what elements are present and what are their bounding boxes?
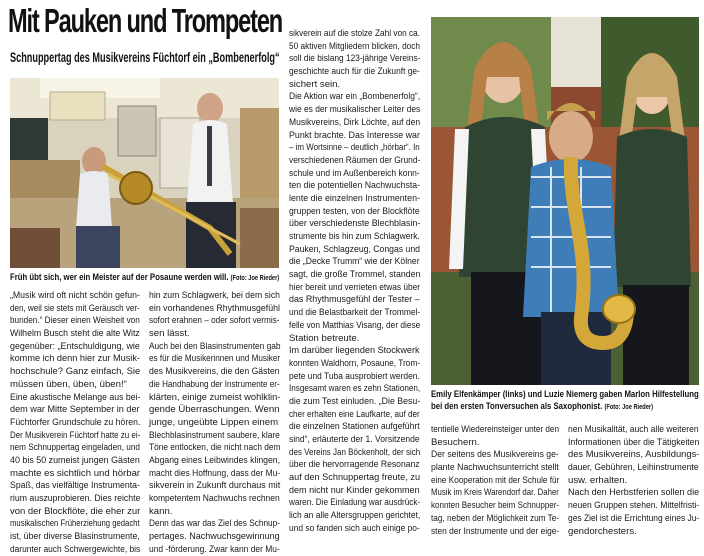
- article-line: sind“, erläuterte der 1. Vorsitzende: [289, 434, 420, 445]
- article-line: „Musik wird oft nicht schön gefun-: [10, 290, 140, 301]
- article-line: Informationen über die Tätigkeiten: [568, 436, 700, 448]
- article-line: neuen Gruppen stehen. Mittelfristi-: [568, 500, 700, 512]
- article-line: sichert sein.: [289, 78, 341, 90]
- article-line: Insgesamt waren es zehn Stationen,: [289, 383, 421, 395]
- photo-right-caption-line2: bei den ersten Tonversuchen als Saxophonist.: [431, 400, 603, 412]
- article-line: – im Wortsinne – deutlich „hörbar“. In: [289, 142, 420, 154]
- article-line: rium auszuprobieren. Dies reichte: [10, 493, 141, 504]
- article-line: hochschule? Ganz einfach, Sie: [10, 366, 141, 378]
- article-line: konnten Besucher beim Schnupper-: [431, 500, 560, 512]
- article-line: Pauken, Schlagzeug, Congas und: [289, 243, 421, 255]
- article-line: hier bereit und verrieten etwas über: [289, 281, 421, 293]
- photo-trombone: [10, 78, 279, 268]
- article-line: ten die potentiellen Nachwuchsta-: [289, 180, 421, 192]
- article-line: wie es der musikalischer Leiter des: [289, 104, 421, 116]
- article-line: Punkt brachte. Das Interesse war: [289, 129, 420, 141]
- article-line: Der Musikverein Füchtorf hatte zu ei-: [10, 429, 141, 441]
- photo-left-credit: (Foto: Joe Rieder): [230, 275, 280, 282]
- article-line: junge, ungeübte Lippen einem: [149, 416, 279, 428]
- article-line: Station betreute.: [289, 332, 360, 344]
- article-line: dem war Mitte September in der: [10, 404, 140, 416]
- article-line: sagt, die große Trommel, standen: [289, 269, 421, 281]
- article-line: den, weil sie stets mit Geräusch ver-: [10, 302, 140, 314]
- article-line: klärten, einige zumeist wohlklin-: [149, 391, 281, 403]
- photo-left-caption: [10, 272, 279, 285]
- article-line: Musikvereins, Dirk Löchte, auf den: [289, 116, 421, 128]
- article-column-3: [289, 28, 420, 536]
- article-line: usw. erhalten.: [568, 474, 628, 486]
- article-line: gende Überraschungen. Wenn: [149, 404, 280, 416]
- article-line: über verschiedenste Blechblasin-: [289, 218, 421, 230]
- article-line: pete und Tuba ausprobiert werden.: [289, 370, 420, 382]
- article-line: Auch bei den Blasinstrumenten gab: [149, 340, 281, 352]
- subheadline: Schnuppertag des Musikvereins Füchtorf ein „Bombenerfolg“: [10, 50, 280, 65]
- article-line: lente die einzelnen Instrumenten-: [289, 192, 420, 204]
- article-line: tag, neben der Möglichkeit zum Te-: [431, 512, 560, 524]
- article-line: das Rhythmusgefühl der Tester –: [289, 294, 420, 306]
- article-line: komme ich denn hier zur Musik-: [10, 353, 140, 365]
- article-line: des Vereins Jan Böckenholt, der sich: [289, 446, 421, 458]
- article-line: nem Schnuppertag eingeladen, und: [10, 442, 140, 454]
- article-line: Eine akustische Melange aus bei-: [10, 391, 141, 403]
- article-line: 50 aktiven Mitgliedern blicken, doch: [289, 40, 421, 52]
- article-line: Nach den Herbstferien sollen die: [568, 487, 700, 499]
- headline: Mit Pauken und Trompeten: [8, 2, 283, 39]
- article-line: verschiedenen Räumen der Grund-: [289, 154, 421, 166]
- article-line: Spaß, das vielfältige Instrumenta-: [10, 480, 140, 492]
- article-line: waren. Die Einladung war ausdrück-: [289, 497, 421, 509]
- article-line: Denn das war das Ziel des Schnup-: [149, 518, 281, 530]
- article-line: die „Decke Trumm“ wie der Kölner: [289, 256, 420, 268]
- article-line: die zum Test einluden. „Die Besu-: [289, 395, 421, 407]
- article-line: Im darüber liegenden Stockwerk: [289, 345, 420, 357]
- article-line: geschichte auch für die Zukunft ge-: [289, 66, 420, 78]
- article-line: konnten Waldhorn, Posaune, Trom-: [289, 357, 421, 369]
- photo-right-caption: [431, 389, 699, 413]
- article-line: die einzelnen Stationen aufgeführt: [289, 421, 420, 433]
- article-line: lich an alle Altersgruppen gerichtet,: [289, 510, 421, 522]
- article-line: ges Ziel ist die Errichtung eines Ju-: [568, 512, 700, 524]
- article-line: dem nicht nur Kinder gekommen: [289, 484, 420, 496]
- article-line: musikalischen Früherziehung gedacht: [10, 518, 140, 530]
- article-line: auf den Schnuppertag freute, zu: [289, 472, 421, 484]
- article-line: Füchtorfer Grundschule zu hören.: [10, 416, 141, 428]
- article-line: sikverein auf die stolze Zahl von ca.: [289, 28, 421, 39]
- photo-left-caption-text: Früh übt sich, wer ein Meister auf der Posaune werden will.: [10, 272, 229, 283]
- article-line: müssen üben, üben, üben!“: [10, 378, 127, 390]
- article-line: sofort erahnen – oder sofort vermis-: [149, 315, 280, 327]
- article-line: ist, über diverse Blasinstrumente,: [10, 531, 140, 543]
- article-line: pertages. Nachwuchsgewinnung: [149, 531, 280, 543]
- article-line: cher erhalten eine Laufkarte, auf der: [289, 408, 420, 420]
- article-line: 40 bis 50 zumeist jungen Gästen: [10, 454, 140, 466]
- article-line: Musik im Kreis Warendorf dar. Daher: [431, 487, 559, 499]
- article-line: Der seitens des Musikvereins ge-: [431, 449, 559, 461]
- article-line: nen Musikalität, auch alle weiteren: [568, 424, 699, 435]
- article-line: gendorchesters.: [568, 525, 637, 537]
- article-line: ein vorhandenes Rhythmusgefühl: [149, 302, 280, 314]
- article-line: über die hervorragende Resonanz: [289, 459, 420, 471]
- article-line: Wilhelm Busch steht die alte Witz: [10, 328, 140, 340]
- article-line: plante Nachwuchsunterricht stellt: [431, 462, 559, 474]
- article-line: machte es sichtlich und hörbar: [10, 467, 141, 479]
- article-line: es für die Musikerinnen und Musiker: [149, 353, 281, 365]
- article-column-1: [10, 290, 140, 556]
- article-line: und so fanden sich auch einige po-: [289, 522, 420, 534]
- article-column-5: [568, 424, 699, 538]
- article-line: felle von Matthias Visang, der diese: [289, 319, 421, 331]
- article-line: und -förderung. Zwar kann der Mu-: [149, 543, 280, 555]
- article-line: sen lässt.: [149, 328, 190, 340]
- article-line: Besuchern.: [431, 436, 480, 448]
- article-line: gruppen testen, von der Blockflöte: [289, 205, 420, 217]
- article-line: tentielle Wiedereinsteiger unter den: [431, 424, 559, 435]
- article-line: sikverein in Zukunft durchaus mit: [149, 480, 281, 492]
- article-line: Die Aktion war ein „Bombenerfolg“,: [289, 91, 421, 103]
- article-line: des Musikvereins, Ausbildungs-: [568, 449, 700, 461]
- article-line: kompetentem Nachwuchs rechnen: [149, 493, 280, 504]
- article-line: Abgang eines Leibwindes klingen,: [149, 454, 281, 466]
- article-line: sten der Instrumente und der eige-: [431, 525, 560, 537]
- article-column-2: [149, 290, 280, 556]
- article-line: gegenüber: „Entschuldigung, wie: [10, 340, 140, 352]
- article-line: macht dies Hoffnung, dass der Mu-: [149, 467, 281, 479]
- article-line: des Musikvereins, die den Gästen: [149, 366, 280, 378]
- article-line: und die Belastbarkeit der Trommel-: [289, 307, 421, 319]
- article-line: Blechblasinstrument saubere, klare: [149, 429, 280, 441]
- article-line: hin zum Schlagwerk, bei dem sich: [149, 290, 280, 301]
- article-line: von der Blockflöte, die eher zur: [10, 505, 141, 517]
- article-line: strumente bis hin zum Schlagwerk.: [289, 231, 420, 242]
- article-line: dauer, Gebühren, Leihinstrumente: [568, 462, 699, 474]
- article-line: darunter auch Schwergewichte, bis: [10, 543, 141, 555]
- article-line: kann.: [149, 505, 173, 517]
- article-line: die Handhabung der Instrumente er-: [149, 378, 280, 390]
- article-line: eine Kooperation mit der Schule für: [431, 474, 560, 486]
- article-line: bunden.“ Dieser einen Weisheit von: [10, 315, 140, 327]
- article-line: Töne entlocken, die nicht nach dem: [149, 442, 281, 454]
- photo-right-caption-line1: Emily Elfenkämper (links) und Luzie Niemerg gaben Marlon Hilfestellung: [431, 389, 699, 400]
- article-line: schule und im Außenbereich konn-: [289, 167, 420, 179]
- photo-right-credit: (Foto: Joe Rieder): [604, 403, 653, 411]
- article-line: soll die bislang 123-jährige Vereins-: [289, 53, 421, 65]
- photo-saxophone: [431, 17, 699, 385]
- article-column-4: [431, 424, 559, 538]
